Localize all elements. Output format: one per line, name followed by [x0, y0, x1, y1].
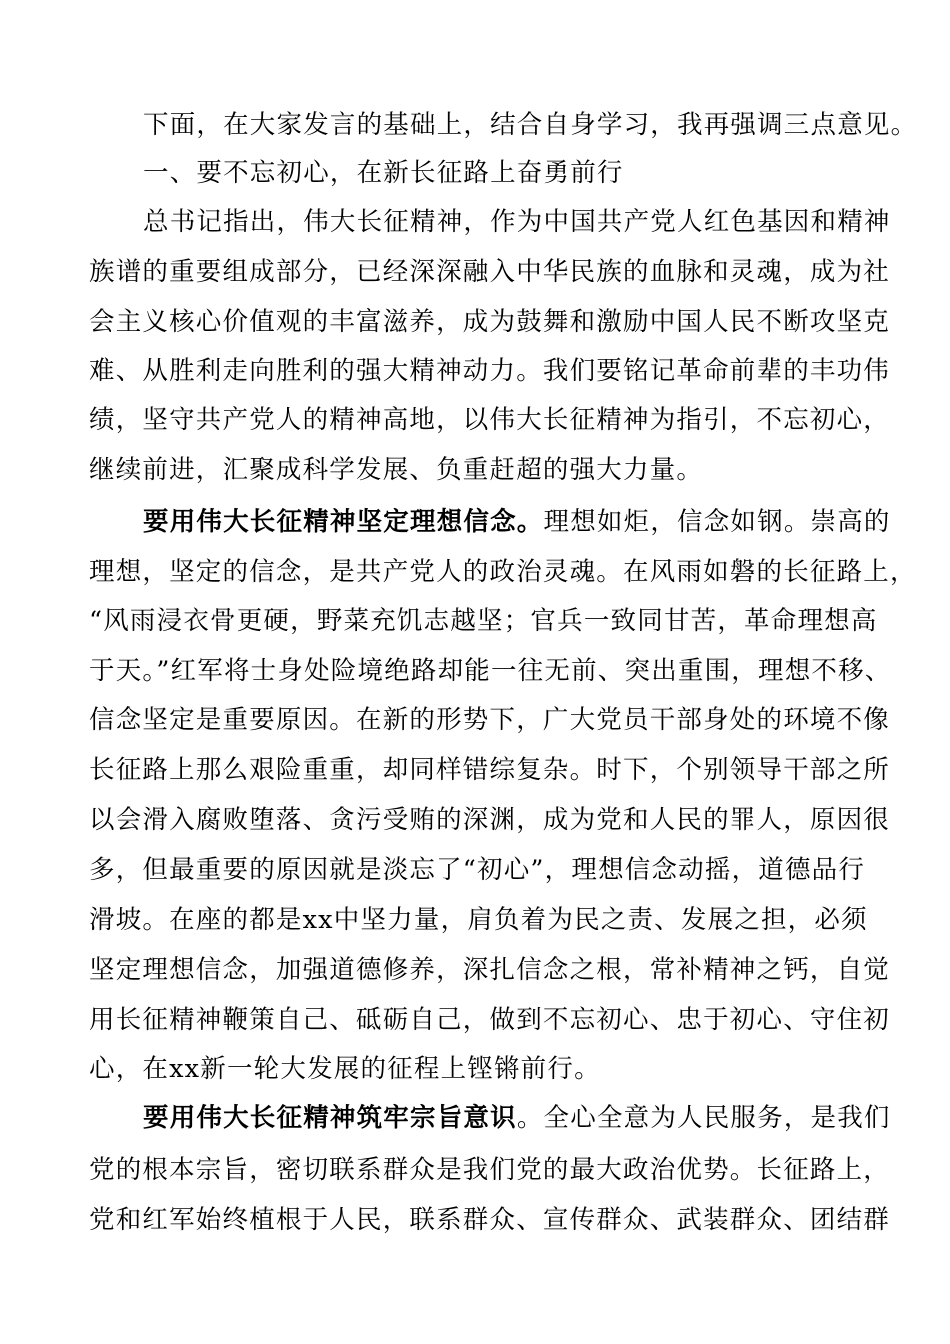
- line-text: “风雨浸衣骨更硬，野菜充饥志越坚；官兵一致同甘苦，革命理想高: [89, 606, 878, 636]
- text-line: [89, 346, 891, 396]
- section-heading: [143, 148, 923, 198]
- line-text: 继续前进，汇聚成科学发展、负重赶超的强大力量。: [89, 455, 704, 485]
- text-line: [89, 596, 878, 646]
- text-line: [89, 895, 869, 945]
- line-text: 绩，坚守共产党人的精神高地，以伟大长征精神为指引，不忘初心，: [89, 405, 891, 435]
- line-text: 总书记指出，伟大长征精神，作为中国共产党人红色基因和精神: [143, 207, 891, 237]
- line-text: 。全心全意为人民服务，是我们: [516, 1103, 891, 1133]
- text-line: [89, 745, 891, 795]
- bold-lead-sentence: 要用伟大长征精神筑牢宗旨意识: [143, 1103, 517, 1133]
- text-line: [89, 945, 891, 995]
- line-text: 理想如炬，信念如钢。崇高的: [543, 507, 891, 537]
- line-text: 难、从胜利走向胜利的强大精神动力。我们要铭记革命前辈的丰功伟: [89, 356, 891, 386]
- text-line: [89, 445, 869, 495]
- text-line: [89, 297, 891, 347]
- text-line: [143, 497, 923, 547]
- line-text: 下面，在大家发言的基础上，结合自身学习，我再强调三点意见。: [143, 110, 918, 140]
- text-line: [89, 247, 891, 297]
- line-text: 滑坡。在座的都是xx中坚力量，肩负着为民之责、发展之担，必须: [89, 905, 868, 935]
- line-text: 会主义核心价值观的丰富滋养，成为鼓舞和激励中国人民不断攻坚克: [89, 307, 891, 337]
- text-line: [89, 1044, 869, 1094]
- text-line: [89, 646, 892, 696]
- line-text: 理想，坚定的信念，是共产党人的政治灵魂。在风雨如磐的长征路上，: [89, 557, 917, 587]
- text-line: [143, 1093, 923, 1143]
- text-line: [89, 695, 891, 745]
- text-line: [89, 547, 917, 597]
- line-text: 心，在xx新一轮大发展的征程上铿锵前行。: [89, 1054, 601, 1084]
- text-line: [143, 100, 923, 150]
- line-text: 坚定理想信念，加强道德修养，深扎信念之根，常补精神之钙，自觉: [89, 955, 891, 985]
- line-text: 党的根本宗旨，密切联系群众是我们党的最大政治优势。长征路上，: [89, 1155, 891, 1185]
- line-text: 族谱的重要组成部分，已经深深融入中华民族的血脉和灵魂，成为社: [89, 257, 891, 287]
- text-line: [89, 995, 891, 1045]
- line-text: 用长征精神鞭策自己、砥砺自己，做到不忘初心、忠于初心、守住初: [89, 1005, 891, 1035]
- line-text: 多，但最重要的原因就是淡忘了“初心”，理想信念动摇，道德品行: [89, 855, 866, 885]
- line-text: 以会滑入腐败堕落、贪污受贿的深渊，成为党和人民的罪人，原因很: [89, 805, 891, 835]
- text-line: [89, 1145, 891, 1195]
- line-text: 一、要不忘初心，在新长征路上奋勇前行: [143, 158, 624, 188]
- line-text: 信念坚定是重要原因。在新的形势下，广大党员干部身处的环境不像: [89, 705, 891, 735]
- bold-lead-sentence: 要用伟大长征精神坚定理想信念。: [143, 507, 544, 537]
- text-line: [89, 395, 891, 445]
- text-line: [89, 1195, 891, 1245]
- text-line: [89, 795, 891, 845]
- line-text: 长征路上那么艰险重重，却同样错综复杂。时下，个别领导干部之所: [89, 755, 891, 785]
- line-text: 于天。”红军将士身处险境绝路却能一往无前、突出重围，理想不移、: [89, 656, 892, 686]
- line-text: 党和红军始终植根于人民，联系群众、宣传群众、武装群众、团结群: [89, 1205, 891, 1235]
- text-line: [143, 197, 923, 247]
- text-line: [89, 845, 869, 895]
